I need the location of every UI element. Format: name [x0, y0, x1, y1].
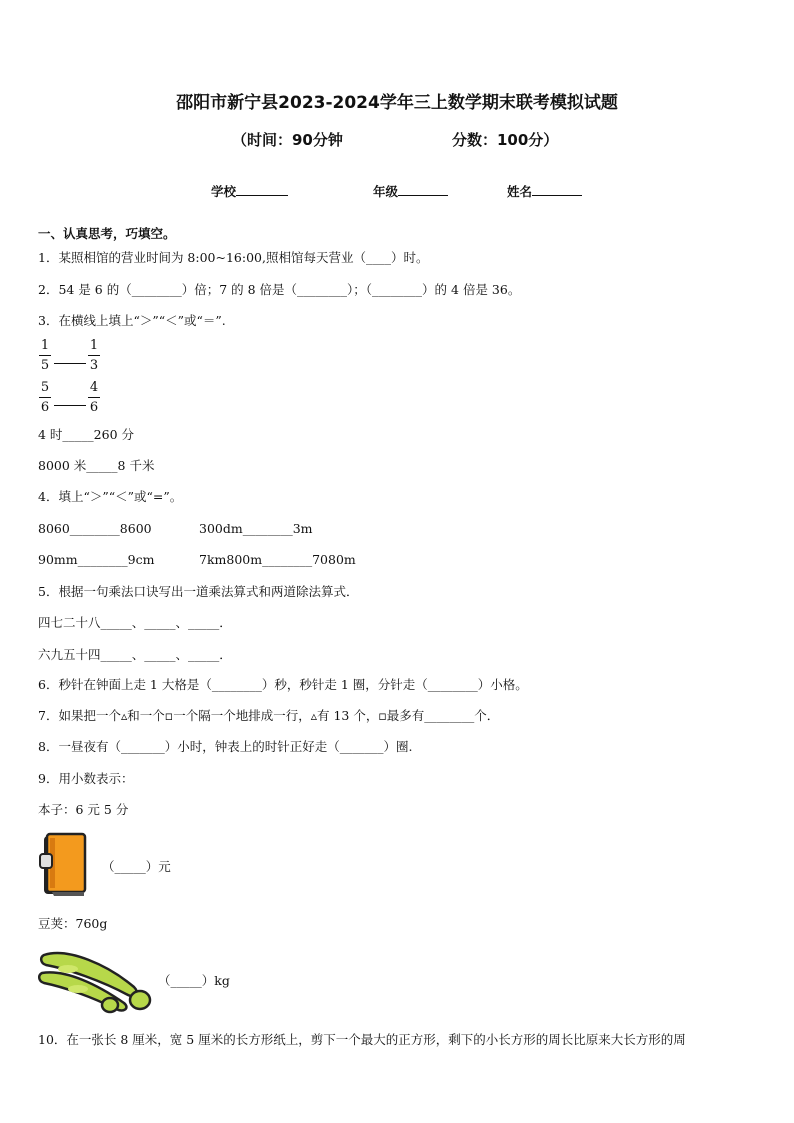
- question-3: 3．在横线上填上“＞”“＜”或“＝”.: [38, 313, 226, 328]
- compare-blank: [54, 363, 86, 364]
- grade-blank: [398, 181, 448, 196]
- bean-pods-icon: [38, 943, 156, 1017]
- question-7: 7．如果把一个▵和一个▫一个隔一个地排成一行，▵有 13 个，▫最多有________个．: [38, 708, 500, 723]
- school-blank: [236, 181, 288, 196]
- question-8: 8．一昼夜有（_______）小时，钟表上的时针正好走（_______）圈.: [38, 739, 413, 754]
- fraction-numerator: 1: [89, 338, 99, 353]
- question-9-notebook-blank: （_____）元: [102, 859, 171, 874]
- name-label: 姓名: [507, 184, 533, 199]
- question-4: 4．填上“＞”“＜”或“=”。: [38, 489, 183, 504]
- school-field: [211, 181, 288, 200]
- question-9-notebook-label: 本子：6 元 5 分: [38, 802, 129, 817]
- name-blank: [532, 181, 582, 196]
- question-9: 9．用小数表示：: [38, 771, 134, 786]
- exam-time: （时间：90分钟: [232, 131, 343, 149]
- question-1: 1．某照相馆的营业时间为 8:00~16:00,照相馆每天营业（____）时。: [38, 250, 429, 265]
- fraction-denominator: 3: [89, 358, 99, 373]
- fraction-numerator: 1: [40, 338, 50, 353]
- question-4-d: 7km800m________7080m: [199, 552, 356, 567]
- name-field: [507, 181, 582, 200]
- question-4-b: 300dm________3m: [199, 521, 313, 536]
- fraction-denominator: 5: [40, 358, 50, 373]
- fraction-denominator: 6: [89, 400, 99, 415]
- question-3-line3: 4 时_____260 分: [38, 427, 135, 442]
- school-label: 学校: [211, 184, 237, 199]
- question-5: 5．根据一句乘法口诀写出一道乘法算式和两道除法算式．: [38, 584, 359, 599]
- compare-blank: [54, 405, 86, 406]
- exam-score: 分数：100分）: [452, 131, 559, 149]
- fraction-1-3: [87, 337, 101, 374]
- grade-field: [373, 181, 448, 200]
- fraction-numerator: 4: [89, 380, 99, 395]
- question-3-line4: 8000 米_____8 千米: [38, 458, 155, 473]
- question-4-c: 90mm________9cm: [38, 552, 155, 567]
- question-9-beans-blank: （_____）kg: [158, 973, 230, 988]
- fraction-4-6: [87, 379, 101, 416]
- fraction-1-5: [38, 337, 52, 374]
- grade-label: 年级: [373, 184, 399, 199]
- question-2: 2．54 是 6 的（________）倍；7 的 8 倍是（________）；（________）的 4 倍是 36。: [38, 282, 521, 297]
- question-10: 10．在一张长 8 厘米，宽 5 厘米的长方形纸上，剪下一个最大的正方形，剩下的小长方形的周长比原来大长方形的周: [38, 1032, 686, 1047]
- page-title: 邵阳市新宁县2023-2024学年三上数学期末联考模拟试题: [176, 93, 618, 113]
- fraction-numerator: 5: [40, 380, 50, 395]
- question-4-a: 8060________8600: [38, 521, 152, 536]
- question-6: 6．秒针在钟面上走 1 大格是（________）秒，秒针走 1 圈，分针走（________）小格。: [38, 677, 528, 692]
- question-5-a: 四七二十八_____、_____、_____．: [38, 615, 232, 630]
- fraction-denominator: 6: [40, 400, 50, 415]
- question-5-b: 六九五十四_____、_____、_____．: [38, 647, 232, 662]
- question-9-beans-label: 豆荚：760g: [38, 916, 108, 931]
- fraction-5-6: [38, 379, 52, 416]
- section-heading: 一、认真思考，巧填空。: [38, 226, 176, 241]
- notebook-icon: [38, 832, 90, 900]
